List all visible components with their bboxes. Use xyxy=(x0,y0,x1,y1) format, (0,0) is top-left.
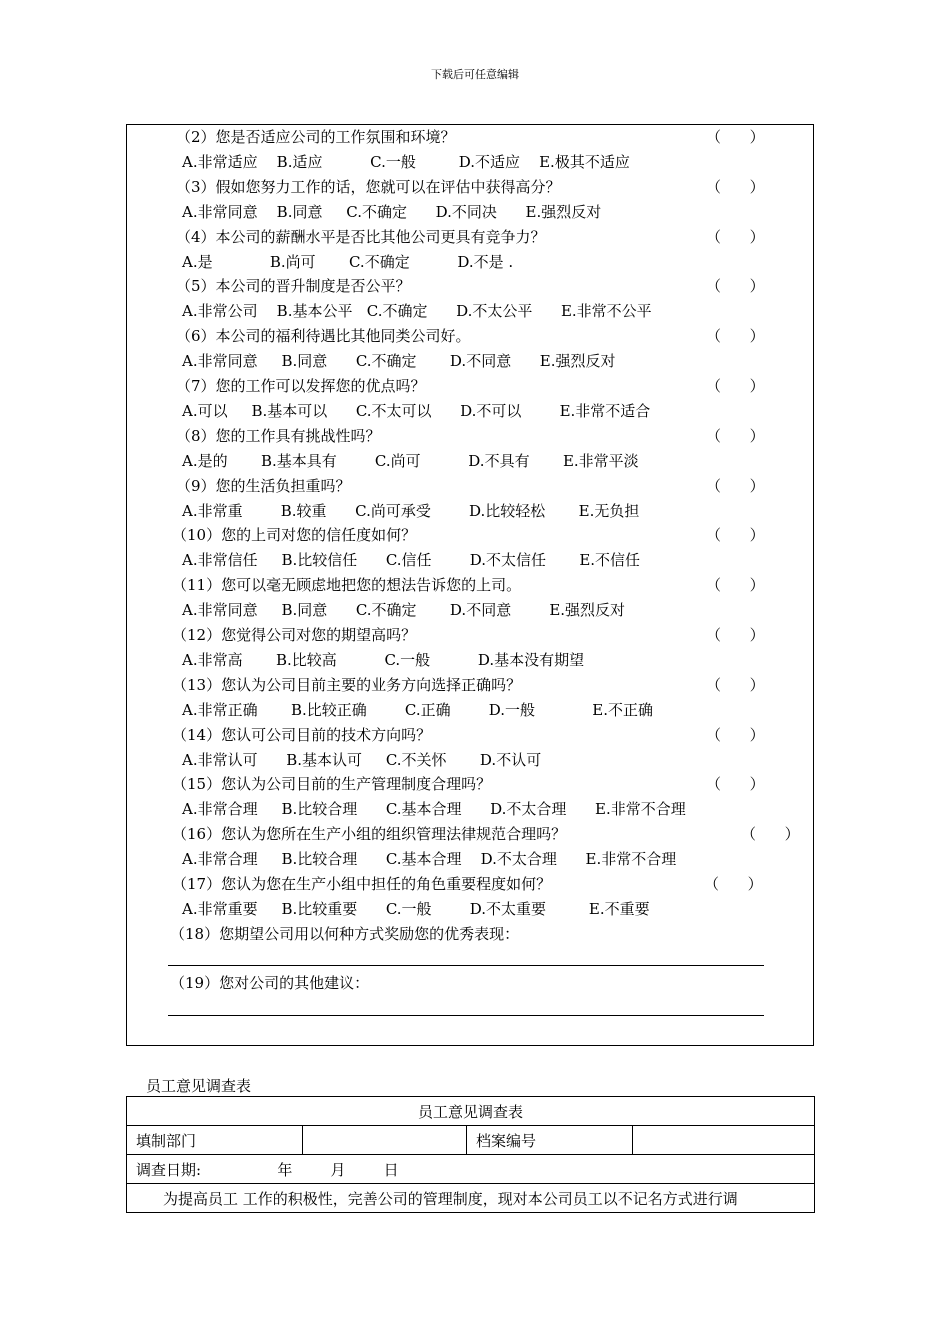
answer-options: A.非常重要 B.比较重要 C.一般 D.不太重要 E.不重要 xyxy=(182,900,650,918)
answer-options: A.非常认可 B.基本认可 C.不关怀 D.不认可 xyxy=(182,751,542,769)
answer-options: A.是 B.尚可 C.不确定 D.不是 . xyxy=(182,253,514,271)
file-number-field[interactable] xyxy=(633,1126,815,1155)
question-text: （8）您的工作具有挑战性吗？ xyxy=(176,427,381,445)
question-text: （17）您认为您在生产小组中担任的角色重要程度如何？ xyxy=(172,875,552,893)
survey-date-row: 调查日期: 年 月 日 xyxy=(127,1155,815,1184)
question-text: （7）您的工作可以发挥您的优点吗？ xyxy=(176,377,426,395)
answer-line-18[interactable] xyxy=(168,965,764,966)
question-text: （4）本公司的薪酬水平是否比其他公司更具有竞争力？ xyxy=(176,228,546,246)
answer-bracket[interactable]: （ ） xyxy=(706,377,765,395)
answer-options: A.非常正确 B.比较正确 C.正确 D.一般 E.不正确 xyxy=(182,701,653,719)
question-text: （11）您可以毫无顾虑地把您的想法告诉您的上司。 xyxy=(172,576,522,594)
page-header: 下载后可任意编辑 xyxy=(431,68,519,81)
question-text: （6）本公司的福利待遇比其他同类公司好。 xyxy=(176,327,471,345)
answer-options: A.非常同意 B.同意 C.不确定 D.不同意 E.强烈反对 xyxy=(182,352,616,370)
answer-bracket[interactable]: （ ） xyxy=(706,327,765,345)
question-text: （16）您认为您所在生产小组的组织管理法律规范合理吗？ xyxy=(172,825,567,843)
answer-bracket[interactable]: （ ） xyxy=(706,277,765,295)
file-number-label: 档案编号 xyxy=(467,1126,633,1155)
answer-options: A.非常重 B.较重 C.尚可承受 D.比较轻松 E.无负担 xyxy=(182,502,640,520)
answer-options: A.非常公司 B.基本公平 C.不确定 D.不太公平 E.非常不公平 xyxy=(182,302,652,320)
dept-field[interactable] xyxy=(303,1126,467,1155)
answer-bracket[interactable]: （ ） xyxy=(704,875,763,893)
answer-bracket[interactable]: （ ） xyxy=(706,228,765,246)
question-text: （14）您认可公司目前的技术方向吗？ xyxy=(172,726,432,744)
answer-bracket[interactable]: （ ） xyxy=(706,178,765,196)
question-text: （3）假如您努力工作的话，您就可以在评估中获得高分？ xyxy=(176,178,561,196)
answer-bracket[interactable]: （ ） xyxy=(706,676,765,694)
answer-bracket[interactable]: （ ） xyxy=(706,427,765,445)
answer-options: A.是的 B.基本具有 C.尚可 D.不具有 E.非常平淡 xyxy=(182,452,639,470)
answer-options: A.非常合理 B.比较合理 C.基本合理 D.不太合理 E.非常不合理 xyxy=(182,800,686,818)
question-text: （15）您认为公司目前的生产管理制度合理吗？ xyxy=(172,775,492,793)
answer-bracket[interactable]: （ ） xyxy=(706,128,765,146)
question-text: （5）本公司的晋升制度是否公平？ xyxy=(176,277,411,295)
intro-text: 为提高员工 工作的积极性，完善公司的管理制度，现对本公司员工以不记名方式进行调 xyxy=(127,1184,815,1213)
answer-bracket[interactable]: （ ） xyxy=(706,726,765,744)
answer-options: A.非常同意 B.同意 C.不确定 D.不同意 E.强烈反对 xyxy=(182,601,626,619)
answer-options: A.非常高 B.比较高 C.一般 D.基本没有期望 xyxy=(182,651,585,669)
section-title: 员工意见调查表 xyxy=(146,1077,252,1095)
answer-options: A.非常信任 B.比较信任 C.信任 D.不太信任 E.不信任 xyxy=(182,551,641,569)
answer-bracket[interactable]: （ ） xyxy=(706,576,765,594)
question-text: （12）您觉得公司对您的期望高吗？ xyxy=(172,626,417,644)
question-19: （19）您对公司的其他建议： xyxy=(170,974,370,992)
question-text: （10）您的上司对您的信任度如何？ xyxy=(172,526,417,544)
answer-bracket[interactable]: （ ） xyxy=(706,626,765,644)
dept-label: 填制部门 xyxy=(127,1126,303,1155)
answer-options: A.非常合理 B.比较合理 C.基本合理 D.不太合理 E.非常不合理 xyxy=(182,850,677,868)
answer-bracket[interactable]: （ ） xyxy=(706,775,765,793)
question-18: （18）您期望公司用以何种方式奖励您的优秀表现： xyxy=(170,925,520,943)
answer-line-19[interactable] xyxy=(168,1015,764,1016)
question-text: （2）您是否适应公司的工作氛围和环境？ xyxy=(176,128,456,146)
answer-bracket[interactable]: （ ） xyxy=(741,825,800,843)
survey-form-table xyxy=(126,1096,815,1213)
answer-options: A.非常同意 B.同意 C.不确定 D.不同决 E.强烈反对 xyxy=(182,203,602,221)
answer-options: A.可以 B.基本可以 C.不太可以 D.不可以 E.非常不适合 xyxy=(182,402,651,420)
answer-bracket[interactable]: （ ） xyxy=(706,526,765,544)
answer-options: A.非常适应 B.适应 C.一般 D.不适应 E.极其不适应 xyxy=(182,153,630,171)
question-text: （13）您认为公司目前主要的业务方向选择正确吗？ xyxy=(172,676,522,694)
form-title: 员工意见调查表 xyxy=(127,1097,815,1126)
answer-bracket[interactable]: （ ） xyxy=(706,477,765,495)
question-text: （9）您的生活负担重吗？ xyxy=(176,477,351,495)
